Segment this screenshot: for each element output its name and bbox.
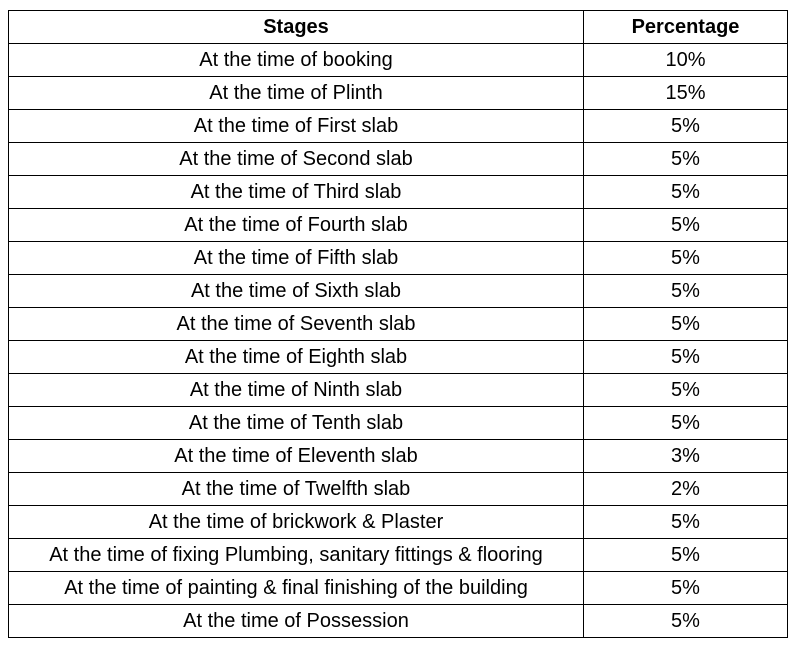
table-row (9, 572, 788, 605)
payment-schedule-table (8, 10, 788, 638)
percentage-cell: 5% (584, 209, 788, 242)
table-row (9, 242, 788, 275)
table-row (9, 539, 788, 572)
stage-cell: At the time of First slab (9, 110, 584, 143)
percentage-cell: 5% (584, 110, 788, 143)
table-row (9, 308, 788, 341)
table-row (9, 77, 788, 110)
percentage-cell: 5% (584, 341, 788, 374)
stage-cell: At the time of Possession (9, 605, 584, 638)
table-row (9, 209, 788, 242)
percentage-cell: 10% (584, 44, 788, 77)
stage-cell: At the time of Ninth slab (9, 374, 584, 407)
stage-cell: At the time of Eighth slab (9, 341, 584, 374)
stage-cell: At the time of Fourth slab (9, 209, 584, 242)
stage-cell: At the time of Second slab (9, 143, 584, 176)
table-header-row (9, 11, 788, 44)
percentage-cell: 5% (584, 308, 788, 341)
table-row (9, 374, 788, 407)
percentage-cell: 5% (584, 143, 788, 176)
percentage-cell: 5% (584, 176, 788, 209)
table-row (9, 605, 788, 638)
column-header-stages: Stages (9, 11, 584, 44)
column-header-percentage: Percentage (584, 11, 788, 44)
table-row (9, 275, 788, 308)
stage-cell: At the time of Seventh slab (9, 308, 584, 341)
percentage-cell: 15% (584, 77, 788, 110)
stage-cell: At the time of Twelfth slab (9, 473, 584, 506)
table-row (9, 110, 788, 143)
stage-cell: At the time of booking (9, 44, 584, 77)
stage-cell: At the time of Sixth slab (9, 275, 584, 308)
percentage-cell: 5% (584, 605, 788, 638)
percentage-cell: 5% (584, 407, 788, 440)
percentage-cell: 5% (584, 506, 788, 539)
percentage-cell: 5% (584, 374, 788, 407)
stage-cell: At the time of fixing Plumbing, sanitary fittings & flooring (9, 539, 584, 572)
table-row (9, 473, 788, 506)
percentage-cell: 5% (584, 539, 788, 572)
stage-cell: At the time of brickwork & Plaster (9, 506, 584, 539)
table-row (9, 44, 788, 77)
stage-cell: At the time of painting & final finishing of the building (9, 572, 584, 605)
table-row (9, 341, 788, 374)
percentage-cell: 3% (584, 440, 788, 473)
percentage-cell: 5% (584, 572, 788, 605)
percentage-cell: 5% (584, 275, 788, 308)
stage-cell: At the time of Fifth slab (9, 242, 584, 275)
stage-cell: At the time of Plinth (9, 77, 584, 110)
table-row (9, 506, 788, 539)
table-row (9, 143, 788, 176)
percentage-cell: 2% (584, 473, 788, 506)
stage-cell: At the time of Eleventh slab (9, 440, 584, 473)
table-row (9, 440, 788, 473)
stage-cell: At the time of Third slab (9, 176, 584, 209)
percentage-cell: 5% (584, 242, 788, 275)
table-row (9, 176, 788, 209)
stage-cell: At the time of Tenth slab (9, 407, 584, 440)
table-row (9, 407, 788, 440)
